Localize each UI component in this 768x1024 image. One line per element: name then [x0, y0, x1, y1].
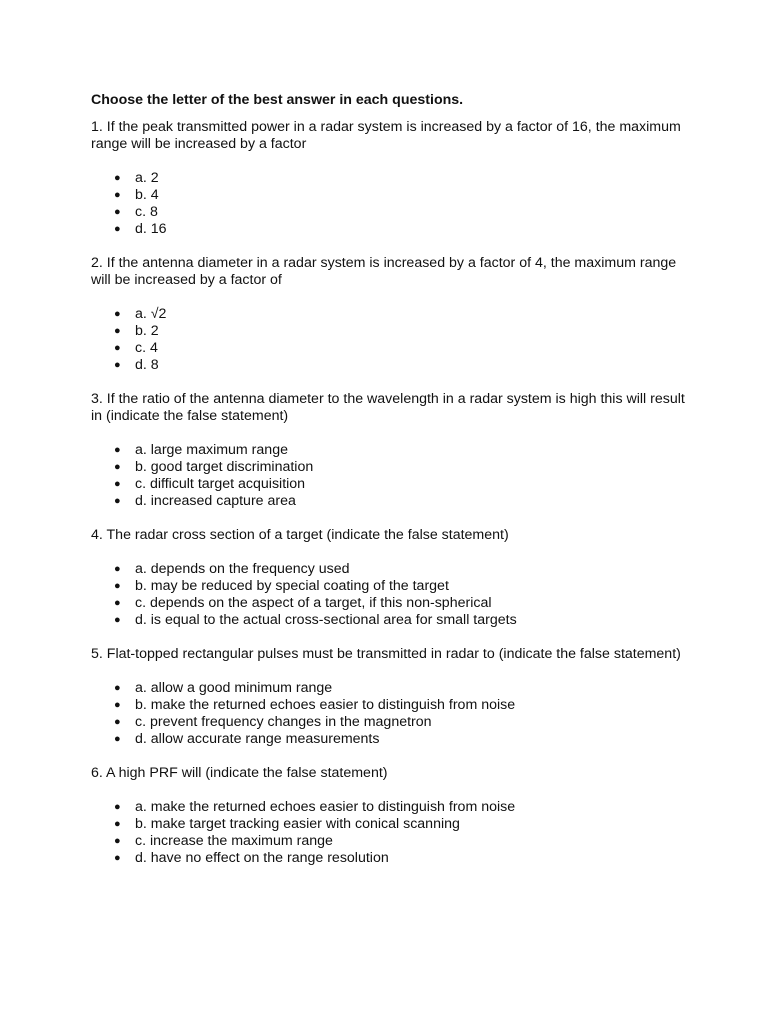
- option-label: a. make the returned echoes easier to distinguish from noise: [135, 799, 516, 815]
- question-6: [91, 765, 691, 867]
- option-item: [91, 306, 691, 323]
- option-item: [91, 697, 691, 714]
- bullet-icon: ●: [114, 308, 121, 320]
- option-label: b. make target tracking easier with conical scanning: [135, 816, 460, 832]
- bullet-icon: ●: [114, 852, 121, 864]
- option-item: [91, 561, 691, 578]
- bullet-icon: ●: [114, 699, 121, 711]
- option-label: a. large maximum range: [135, 442, 288, 458]
- option-label: c. prevent frequency changes in the magnetron: [135, 714, 432, 730]
- bullet-icon: ●: [114, 325, 121, 337]
- option-item: [91, 680, 691, 697]
- bullet-icon: ●: [114, 189, 121, 201]
- option-list: [91, 799, 691, 867]
- question-text: 5. Flat-topped rectangular pulses must be transmitted in radar to (indicate the false statement): [91, 646, 681, 662]
- option-label: c. depends on the aspect of a target, if this non-spherical: [135, 595, 492, 611]
- option-item: [91, 833, 691, 850]
- bullet-icon: ●: [114, 223, 121, 235]
- bullet-icon: ●: [114, 206, 121, 218]
- option-item: [91, 459, 691, 476]
- option-item: [91, 323, 691, 340]
- option-label: a. allow a good minimum range: [135, 680, 333, 696]
- option-label: a. 2: [135, 170, 159, 186]
- option-label: d. allow accurate range measurements: [135, 731, 380, 747]
- option-label: b. make the returned echoes easier to distinguish from noise: [135, 697, 516, 713]
- option-item: [91, 442, 691, 459]
- option-item: [91, 493, 691, 510]
- bullet-icon: ●: [114, 359, 121, 371]
- instructions-heading: Choose the letter of the best answer in each questions.: [91, 92, 464, 108]
- option-item: [91, 204, 691, 221]
- bullet-icon: ●: [114, 563, 121, 575]
- bullet-icon: ●: [114, 716, 121, 728]
- bullet-icon: ●: [114, 478, 121, 490]
- option-label: c. 8: [135, 204, 158, 220]
- bullet-icon: ●: [114, 801, 121, 813]
- question-2: [91, 255, 691, 374]
- question-text: 1. If the peak transmitted power in a radar system is increased by a factor of 16, the maximum range will be increased by a factor: [91, 119, 681, 152]
- document-page: [91, 92, 691, 884]
- question-1: [91, 119, 691, 238]
- bullet-icon: ●: [114, 835, 121, 847]
- option-item: [91, 850, 691, 867]
- bullet-icon: ●: [114, 580, 121, 592]
- option-item: [91, 578, 691, 595]
- bullet-icon: ●: [114, 461, 121, 473]
- bullet-icon: ●: [114, 733, 121, 745]
- question-text: 4. The radar cross section of a target (indicate the false statement): [91, 527, 509, 543]
- option-label: d. is equal to the actual cross-sectional area for small targets: [135, 612, 517, 628]
- option-label: b. may be reduced by special coating of the target: [135, 578, 449, 594]
- option-item: [91, 357, 691, 374]
- option-label: c. 4: [135, 340, 158, 356]
- option-label: d. increased capture area: [135, 493, 296, 509]
- bullet-icon: ●: [114, 614, 121, 626]
- question-5: [91, 646, 691, 748]
- question-text: 2. If the antenna diameter in a radar system is increased by a factor of 4, the maximum range will be increased by a factor of: [91, 255, 677, 288]
- option-list: [91, 306, 691, 374]
- bullet-icon: ●: [114, 444, 121, 456]
- option-item: [91, 612, 691, 629]
- option-list: [91, 442, 691, 510]
- question-text: 3. If the ratio of the antenna diameter to the wavelength in a radar system is high this will result in (indicate the false statement): [91, 391, 685, 424]
- option-list: [91, 680, 691, 748]
- option-item: [91, 714, 691, 731]
- option-list: [91, 170, 691, 238]
- bullet-icon: ●: [114, 342, 121, 354]
- option-label: b. 2: [135, 323, 159, 339]
- question-3: [91, 391, 691, 510]
- bullet-icon: ●: [114, 172, 121, 184]
- option-item: [91, 476, 691, 493]
- option-list: [91, 561, 691, 629]
- option-label: c. increase the maximum range: [135, 833, 333, 849]
- bullet-icon: ●: [114, 597, 121, 609]
- option-item: [91, 221, 691, 238]
- option-item: [91, 595, 691, 612]
- option-label: b. good target discrimination: [135, 459, 314, 475]
- option-label: b. 4: [135, 187, 159, 203]
- question-4: [91, 527, 691, 629]
- option-item: [91, 731, 691, 748]
- option-label: d. 8: [135, 357, 159, 373]
- option-item: [91, 816, 691, 833]
- option-item: [91, 187, 691, 204]
- bullet-icon: ●: [114, 495, 121, 507]
- option-label: c. difficult target acquisition: [135, 476, 306, 492]
- bullet-icon: ●: [114, 682, 121, 694]
- bullet-icon: ●: [114, 818, 121, 830]
- option-item: [91, 340, 691, 357]
- option-item: [91, 799, 691, 816]
- question-text: 6. A high PRF will (indicate the false statement): [91, 765, 388, 781]
- option-label: d. 16: [135, 221, 167, 237]
- option-label: a. depends on the frequency used: [135, 561, 350, 577]
- option-label: a. √2: [135, 306, 167, 322]
- option-item: [91, 170, 691, 187]
- option-label: d. have no effect on the range resolution: [135, 850, 389, 866]
